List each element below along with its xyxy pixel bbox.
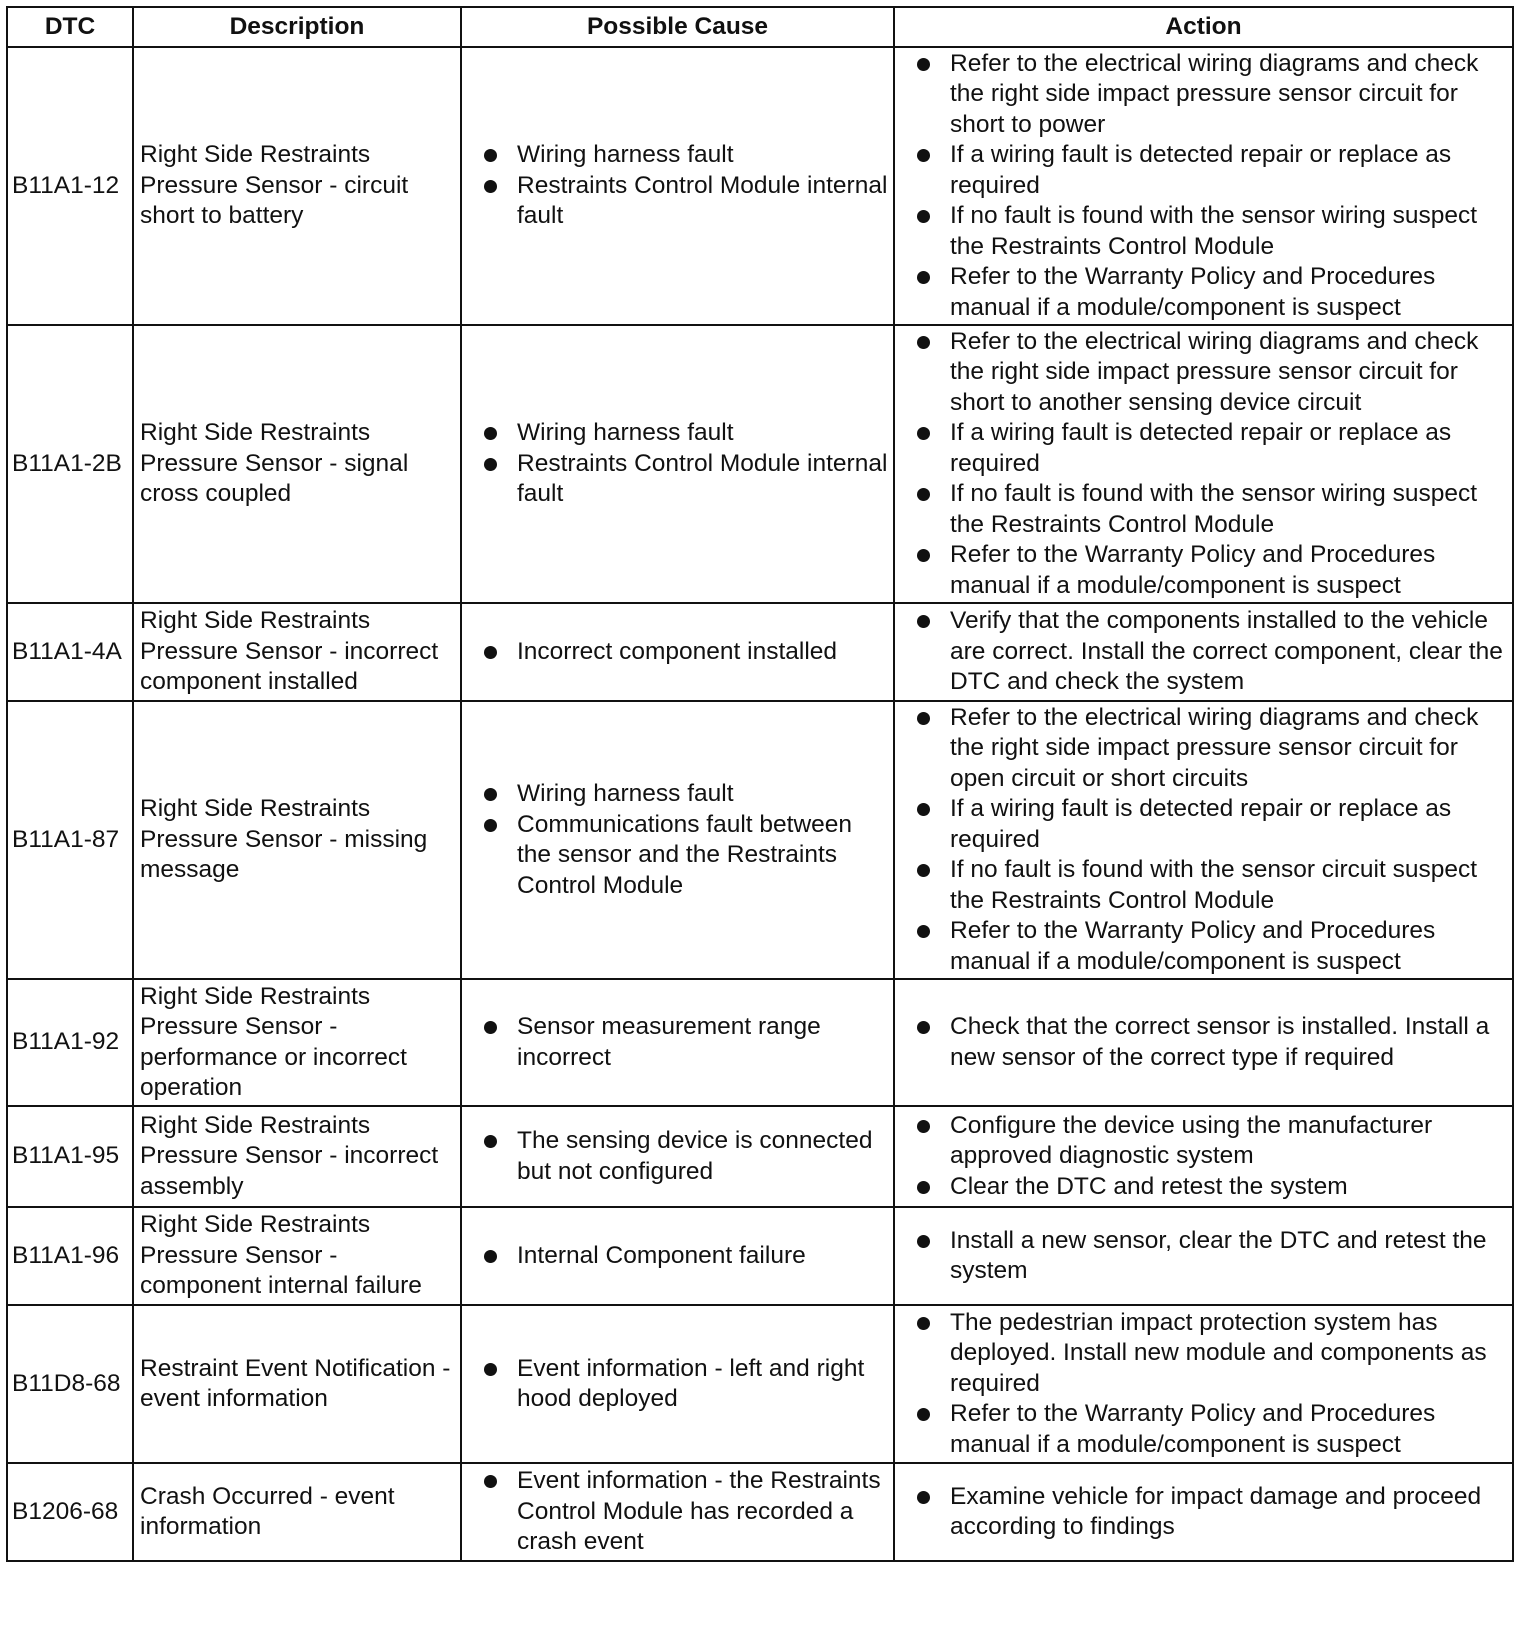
- cause-item: Wiring harness fault: [484, 779, 889, 810]
- dtc-description: Right Side Restraints Pressure Sensor - incorrect component installed: [133, 603, 461, 701]
- table-row: [7, 1106, 1513, 1207]
- cause-list: [484, 1354, 889, 1415]
- dtc-description: Right Side Restraints Pressure Sensor - component internal failure: [133, 1207, 461, 1305]
- dtc-code: B1206-68: [7, 1463, 133, 1561]
- table-row: [7, 603, 1513, 701]
- action-list: [917, 1226, 1510, 1287]
- action-cell: [894, 1106, 1513, 1207]
- table-row: [7, 701, 1513, 979]
- action-item: Configure the device using the manufacturer approved diagnostic system: [917, 1111, 1510, 1172]
- dtc-code: B11A1-12: [7, 47, 133, 325]
- action-cell: [894, 1207, 1513, 1305]
- dtc-table: [6, 6, 1514, 1562]
- action-list: [917, 703, 1510, 978]
- cause-item: Wiring harness fault: [484, 418, 889, 449]
- header-dtc: DTC: [7, 7, 133, 47]
- dtc-description: Crash Occurred - event information: [133, 1463, 461, 1561]
- cause-item: Communications fault between the sensor and the Restraints Control Module: [484, 810, 889, 902]
- action-cell: [894, 47, 1513, 325]
- action-item: Refer to the Warranty Policy and Procedures manual if a module/component is suspect: [917, 540, 1510, 601]
- action-item: If a wiring fault is detected repair or replace as required: [917, 418, 1510, 479]
- possible-cause-cell: [461, 603, 894, 701]
- table-body: [7, 47, 1513, 1561]
- cause-item: Wiring harness fault: [484, 140, 889, 171]
- action-list: [917, 49, 1510, 324]
- possible-cause-cell: [461, 1106, 894, 1207]
- action-item: Install a new sensor, clear the DTC and retest the system: [917, 1226, 1510, 1287]
- table-row: [7, 1463, 1513, 1561]
- action-item: If a wiring fault is detected repair or replace as required: [917, 794, 1510, 855]
- action-item: Refer to the Warranty Policy and Procedures manual if a module/component is suspect: [917, 262, 1510, 323]
- action-item: If a wiring fault is detected repair or replace as required: [917, 140, 1510, 201]
- possible-cause-cell: [461, 701, 894, 979]
- possible-cause-cell: [461, 1207, 894, 1305]
- dtc-description: Right Side Restraints Pressure Sensor - incorrect assembly: [133, 1106, 461, 1207]
- header-description: Description: [133, 7, 461, 47]
- action-list: [917, 327, 1510, 602]
- cause-list: [484, 1466, 889, 1558]
- cause-item: Incorrect component installed: [484, 637, 889, 668]
- possible-cause-cell: [461, 1463, 894, 1561]
- dtc-description: Right Side Restraints Pressure Sensor - signal cross coupled: [133, 325, 461, 603]
- header-possible-cause: Possible Cause: [461, 7, 894, 47]
- dtc-description: Right Side Restraints Pressure Sensor - missing message: [133, 701, 461, 979]
- cause-list: [484, 637, 889, 668]
- cause-item: Internal Component failure: [484, 1241, 889, 1272]
- action-item: Refer to the electrical wiring diagrams and check the right side impact pressure sensor circuit for short to another sensing device circuit: [917, 327, 1510, 419]
- action-list: [917, 606, 1510, 698]
- action-item: Check that the correct sensor is installed. Install a new sensor of the correct type if required: [917, 1012, 1510, 1073]
- action-item: If no fault is found with the sensor circuit suspect the Restraints Control Module: [917, 855, 1510, 916]
- cause-list: [484, 1012, 889, 1073]
- cause-item: Restraints Control Module internal fault: [484, 449, 889, 510]
- dtc-code: B11A1-4A: [7, 603, 133, 701]
- table-row: [7, 47, 1513, 325]
- possible-cause-cell: [461, 1305, 894, 1463]
- action-cell: [894, 603, 1513, 701]
- cause-item: Restraints Control Module internal fault: [484, 171, 889, 232]
- action-list: [917, 1482, 1510, 1543]
- dtc-description: Right Side Restraints Pressure Sensor - circuit short to battery: [133, 47, 461, 325]
- table-header: [7, 7, 1513, 47]
- action-list: [917, 1012, 1510, 1073]
- cause-item: Event information - left and right hood deployed: [484, 1354, 889, 1415]
- dtc-code: B11A1-96: [7, 1207, 133, 1305]
- header-action: Action: [894, 7, 1513, 47]
- dtc-code: B11A1-87: [7, 701, 133, 979]
- possible-cause-cell: [461, 325, 894, 603]
- possible-cause-cell: [461, 979, 894, 1106]
- cause-item: Sensor measurement range incorrect: [484, 1012, 889, 1073]
- dtc-code: B11D8-68: [7, 1305, 133, 1463]
- action-cell: [894, 325, 1513, 603]
- table-row: [7, 1207, 1513, 1305]
- action-cell: [894, 1305, 1513, 1463]
- table-row: [7, 325, 1513, 603]
- possible-cause-cell: [461, 47, 894, 325]
- table-row: [7, 1305, 1513, 1463]
- action-item: Refer to the Warranty Policy and Procedures manual if a module/component is suspect: [917, 916, 1510, 977]
- action-item: If no fault is found with the sensor wiring suspect the Restraints Control Module: [917, 201, 1510, 262]
- dtc-description: Restraint Event Notification - event information: [133, 1305, 461, 1463]
- cause-item: The sensing device is connected but not configured: [484, 1126, 889, 1187]
- cause-list: [484, 779, 889, 901]
- dtc-description: Right Side Restraints Pressure Sensor - performance or incorrect operation: [133, 979, 461, 1106]
- action-item: If no fault is found with the sensor wiring suspect the Restraints Control Module: [917, 479, 1510, 540]
- action-item: Refer to the electrical wiring diagrams and check the right side impact pressure sensor circuit for open circuit or short circuits: [917, 703, 1510, 795]
- action-item: The pedestrian impact protection system has deployed. Install new module and components as required: [917, 1308, 1510, 1400]
- cause-list: [484, 140, 889, 232]
- cause-list: [484, 418, 889, 510]
- cause-item: Event information - the Restraints Control Module has recorded a crash event: [484, 1466, 889, 1558]
- action-item: Refer to the Warranty Policy and Procedures manual if a module/component is suspect: [917, 1399, 1510, 1460]
- action-cell: [894, 1463, 1513, 1561]
- dtc-code: B11A1-92: [7, 979, 133, 1106]
- header-row: [7, 7, 1513, 47]
- action-cell: [894, 701, 1513, 979]
- action-cell: [894, 979, 1513, 1106]
- cause-list: [484, 1241, 889, 1272]
- action-list: [917, 1308, 1510, 1461]
- action-item: Verify that the components installed to the vehicle are correct. Install the correct component, clear the DTC and check the system: [917, 606, 1510, 698]
- action-item: Clear the DTC and retest the system: [917, 1172, 1510, 1203]
- cause-list: [484, 1126, 889, 1187]
- action-item: Refer to the electrical wiring diagrams and check the right side impact pressure sensor circuit for short to power: [917, 49, 1510, 141]
- table-row: [7, 979, 1513, 1106]
- action-list: [917, 1111, 1510, 1203]
- action-item: Examine vehicle for impact damage and proceed according to findings: [917, 1482, 1510, 1543]
- dtc-code: B11A1-95: [7, 1106, 133, 1207]
- dtc-code: B11A1-2B: [7, 325, 133, 603]
